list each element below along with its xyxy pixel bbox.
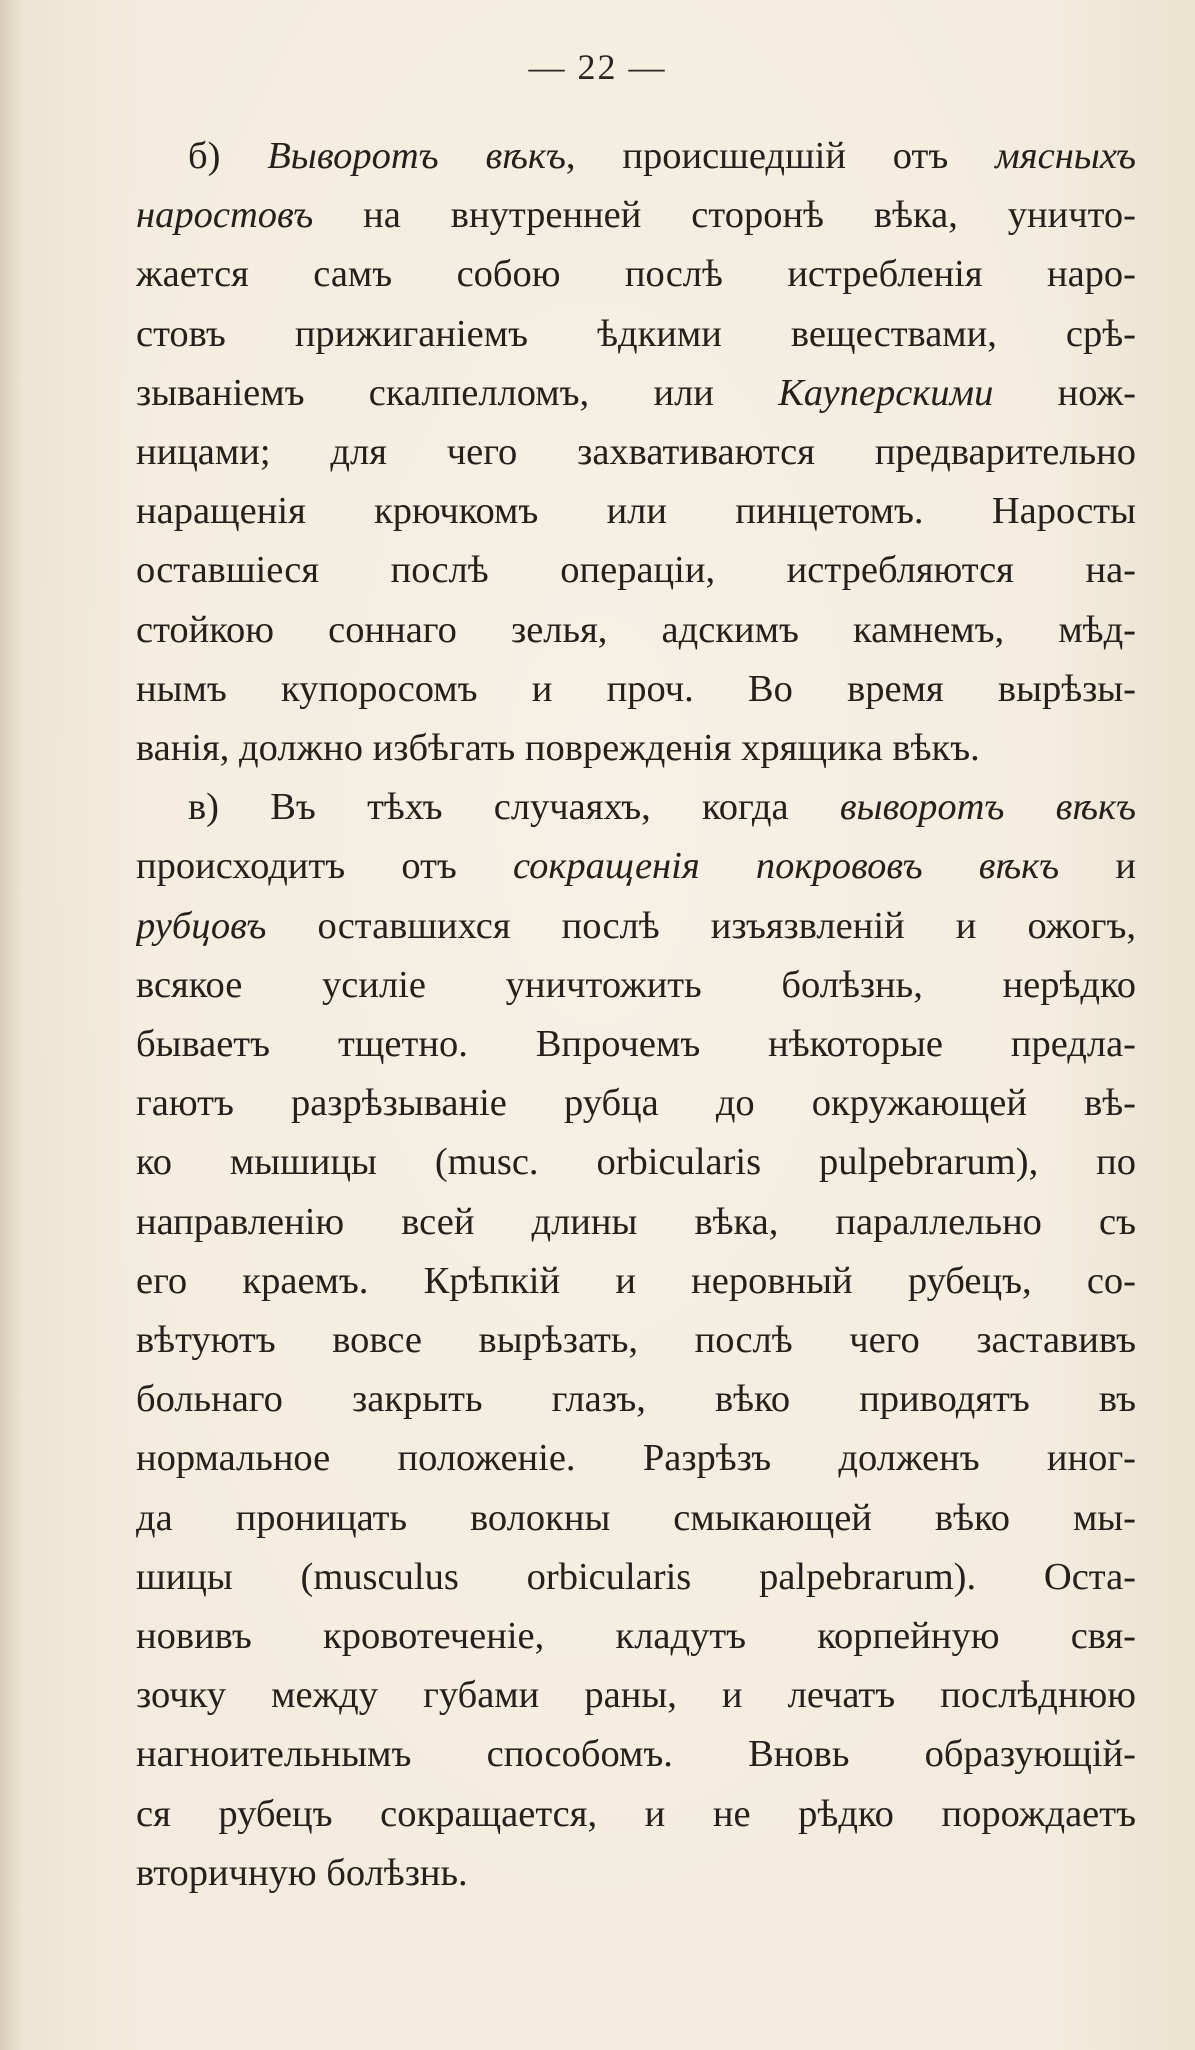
- text-line: [136, 1370, 1136, 1429]
- italic-term: мясныхъ: [995, 135, 1136, 177]
- text-segment: ко мышицы (musc. orbicularis pulpebrarum), по: [136, 1141, 1136, 1184]
- text-line: [136, 541, 1136, 600]
- text-segment: вторичную болѣзнь.: [136, 1851, 468, 1894]
- text-line: [136, 1311, 1136, 1370]
- text-line: [136, 1252, 1136, 1311]
- text-segment: нож-: [993, 371, 1136, 414]
- italic-term: Выворотъ вѣкъ: [267, 135, 566, 177]
- text-line: [136, 1666, 1136, 1725]
- text-segment: бываетъ тщетно. Впрочемъ нѣкоторые предла-: [136, 1023, 1136, 1066]
- text-segment: шицы (musculus orbicularis palpebrarum). Оста-: [136, 1555, 1136, 1598]
- text-segment: зываніемъ скалпелломъ, или: [136, 371, 779, 414]
- text-line: [136, 127, 1136, 186]
- text-segment: жается самъ собою послѣ истребленія наро-: [136, 253, 1136, 296]
- text-line: [136, 1074, 1136, 1133]
- text-segment: в) Въ тѣхъ случаяхъ, когда: [188, 786, 840, 829]
- text-segment: гаютъ разрѣзываніе рубца до окружающей вѣ-: [136, 1082, 1136, 1125]
- text-line: [136, 423, 1136, 482]
- text-segment: зочку между губами раны, и лечатъ послѣднюю: [136, 1674, 1136, 1717]
- text-line: [136, 601, 1136, 660]
- bleed-through-mark-left: [4, 556, 40, 616]
- text-line: [136, 660, 1136, 719]
- text-segment: его краемъ. Крѣпкій и неровный рубецъ, со-: [136, 1259, 1136, 1302]
- text-segment: ницами; для чего захвативаются предварительно: [136, 431, 1136, 474]
- body-text: [136, 127, 1136, 1903]
- text-line: [136, 1429, 1136, 1488]
- text-line: [136, 956, 1136, 1015]
- text-line: [136, 1193, 1136, 1252]
- text-segment: наращенія крючкомъ или пинцетомъ. Наросты: [136, 490, 1136, 533]
- text-segment: оставшіеся послѣ операціи, истребляются на-: [136, 549, 1136, 592]
- text-line: [136, 837, 1136, 896]
- text-segment: да проницать волокны смыкающей вѣко мы-: [136, 1496, 1136, 1539]
- text-segment: нымъ купоросомъ и проч. Во время вырѣзы-: [136, 667, 1136, 710]
- text-segment: направленію всей длины вѣка, параллельно съ: [136, 1200, 1136, 1243]
- text-segment: происходитъ отъ: [136, 845, 514, 888]
- text-line: [136, 305, 1136, 364]
- text-line: [136, 1725, 1136, 1784]
- italic-term: рубцовъ: [136, 904, 267, 947]
- text-line: [136, 364, 1136, 423]
- text-segment: на внутренней сторонѣ вѣка, уничто-: [313, 194, 1136, 237]
- text-segment: стойкою соннаго зелья, адскимъ камнемъ, мѣд-: [136, 608, 1136, 651]
- page-number: — 22 —: [528, 47, 667, 87]
- italic-term: наростовъ: [136, 194, 314, 237]
- text-line: [136, 186, 1136, 245]
- text-line: [136, 1133, 1136, 1192]
- text-line: [136, 897, 1136, 956]
- text-segment: вѣтуютъ вовсе вырѣзать, послѣ чего заставивъ: [136, 1319, 1136, 1362]
- text-segment: и: [1059, 845, 1136, 888]
- text-segment: больнаго закрыть глазъ, вѣко приводятъ въ: [136, 1378, 1136, 1421]
- text-segment: оставшихся послѣ изъязвленій и ожогъ,: [266, 904, 1136, 947]
- text-segment: , происшедшій отъ: [565, 135, 996, 177]
- text-line: [136, 1607, 1136, 1666]
- text-segment: всякое усиліе уничтожить болѣзнь, нерѣдко: [136, 963, 1136, 1006]
- text-line: [136, 245, 1136, 304]
- text-segment: ванія, должно избѣгать поврежденія хрящика вѣкъ.: [136, 727, 980, 770]
- text-line: [136, 719, 1136, 778]
- text-segment: ся рубецъ сокращается, и не рѣдко порождаетъ: [136, 1792, 1136, 1835]
- text-line: [136, 1015, 1136, 1074]
- text-segment: б): [188, 135, 268, 177]
- page-edge-shadow: [0, 0, 22, 2050]
- text-line: [136, 778, 1136, 837]
- italic-term: Кауперскими: [778, 371, 994, 414]
- text-segment: новивъ кровотеченіе, кладутъ корпейную свя-: [136, 1615, 1136, 1658]
- text-line: [136, 482, 1136, 541]
- text-segment: нормальное положеніе. Разрѣзъ долженъ иног-: [136, 1437, 1136, 1480]
- text-line: [136, 1548, 1136, 1607]
- text-line: [136, 1844, 1136, 1903]
- italic-term: сокращенія покрововъ вѣкъ: [513, 845, 1060, 888]
- text-segment: нагноительнымъ способомъ. Вновь образующій-: [136, 1733, 1136, 1776]
- text-line: [136, 1489, 1136, 1548]
- italic-term: выворотъ вѣкъ: [839, 786, 1136, 829]
- text-segment: стовъ прижиганіемъ ѣдкими веществами, срѣ-: [136, 312, 1136, 355]
- text-line: [136, 1785, 1136, 1844]
